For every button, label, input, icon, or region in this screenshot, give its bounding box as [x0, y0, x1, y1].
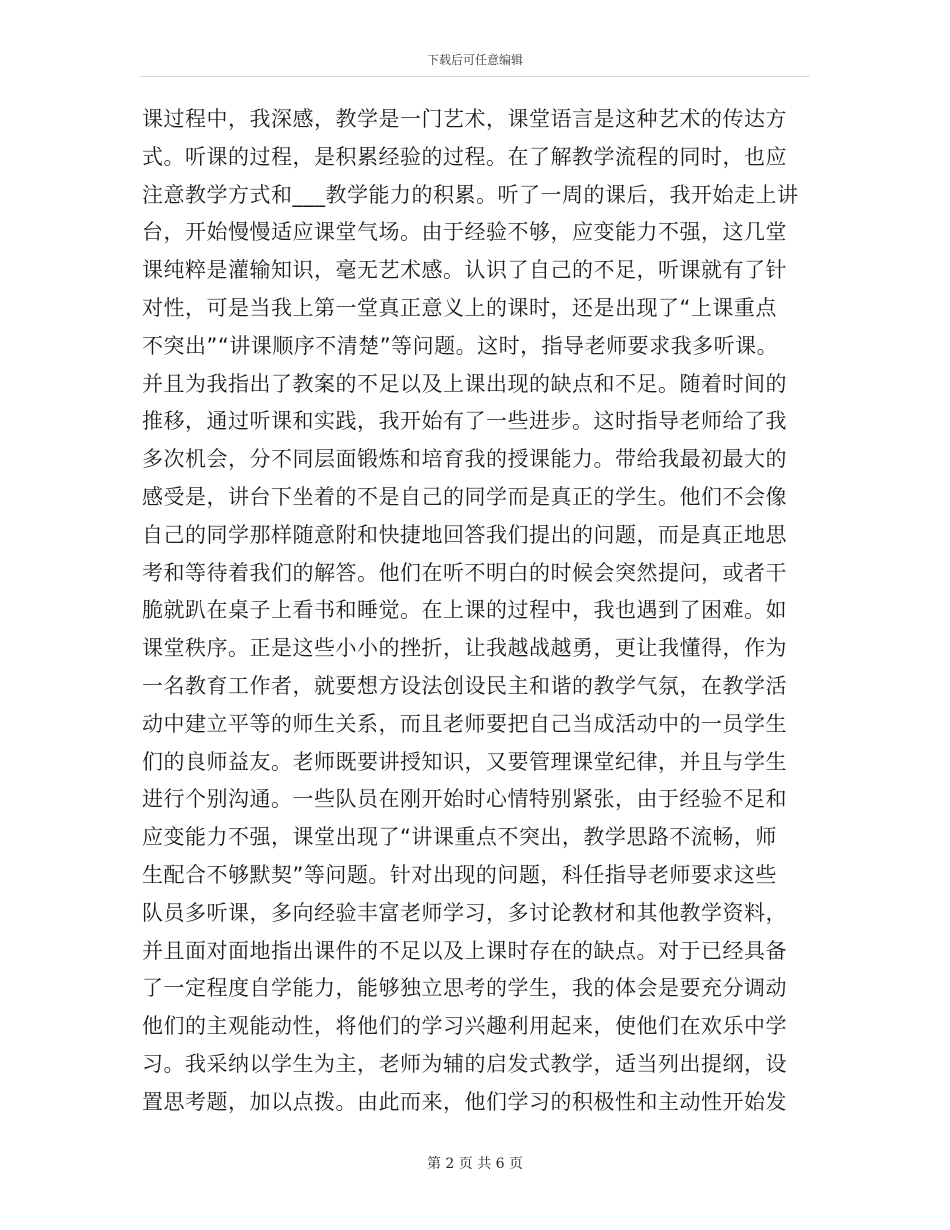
body-line: 注意教学方式和___教学能力的积累。听了一周的课后，我开始走上讲	[142, 182, 799, 207]
body-line: 他们的主观能动性，将他们的学习兴趣利用起来，使他们在欢乐中学	[142, 1014, 787, 1039]
body-line: 并且面对面地指出课件的不足以及上课时存在的缺点。对于已经具备	[142, 938, 787, 963]
body-line: 进行个别沟通。一些队员在刚开始时心情特别紧张，由于经验不足和	[142, 787, 787, 812]
body-line: 台，开始慢慢适应课堂气场。由于经验不够，应变能力不强，这几堂	[142, 220, 787, 245]
body-line: 并且为我指出了教案的不足以及上课出现的缺点和不足。随着时间的	[142, 371, 787, 396]
body-line: 队员多听课，多向经验丰富老师学习，多讨论教材和其他教学资料，	[142, 900, 787, 925]
body-line: 脆就趴在桌子上看书和睡觉。在上课的过程中，我也遇到了困难。如	[142, 598, 787, 623]
body-line: 置思考题，加以点拨。由此而来，他们学习的积极性和主动性开始发	[142, 1089, 787, 1114]
body-line: 应变能力不强，课堂出现了“讲课重点不突出，教学思路不流畅，师	[142, 825, 777, 850]
body-line: 式。听课的过程，是积累经验的过程。在了解教学流程的同时，也应	[142, 144, 787, 169]
body-line: 动中建立平等的师生关系，而且老师要把自己当成活动中的一员学生	[142, 711, 787, 736]
body-line: 自己的同学那样随意附和快捷地回答我们提出的问题，而是真正地思	[142, 522, 787, 547]
body-line: 对性，可是当我上第一堂真正意义上的课时，还是出现了“上课重点	[142, 295, 777, 320]
body-line: 生配合不够默契”等问题。针对出现的问题，科任指导老师要求这些	[142, 862, 777, 887]
body-line: 一名教育工作者，就要想方设法创设民主和谐的教学气氛，在教学活	[142, 673, 787, 698]
body-line: 们的良师益友。老师既要讲授知识，又要管理课堂纪律，并且与学生	[142, 749, 787, 774]
body-line: 考和等待着我们的解答。他们在听不明白的时候会突然提问，或者干	[142, 560, 787, 585]
header-divider	[140, 76, 810, 77]
document-body	[142, 101, 810, 1122]
body-line: 习。我采纳以学生为主，老师为辅的启发式教学，适当列出提纲，设	[142, 1051, 787, 1076]
body-line: 推移，通过听课和实践，我开始有了一些进步。这时指导老师给了我	[142, 409, 787, 434]
body-line: 多次机会，分不同层面锻炼和培育我的授课能力。带给我最初最大的	[142, 447, 787, 472]
page-header-note: 下载后可任意编辑	[426, 53, 523, 67]
body-line: 了一定程度自学能力，能够独立思考的学生，我的体会是要充分调动	[142, 976, 787, 1001]
body-line: 课纯粹是灌输知识，毫无艺术感。认识了自己的不足，听课就有了针	[142, 258, 787, 283]
body-line: 课过程中，我深感，教学是一门艺术，课堂语言是这种艺术的传达方	[142, 107, 787, 131]
body-line: 不突出”“讲课顺序不清楚”等问题。这时，指导老师要求我多听课。	[142, 333, 779, 358]
body-line: 课堂秩序。正是这些小小的挫折，让我越战越勇，更让我懂得，作为	[142, 636, 787, 661]
body-line: 感受是，讲台下坐着的不是自己的同学而是真正的学生。他们不会像	[142, 484, 787, 509]
page-number-footer: 第 2 页 共 6 页	[426, 1156, 524, 1172]
